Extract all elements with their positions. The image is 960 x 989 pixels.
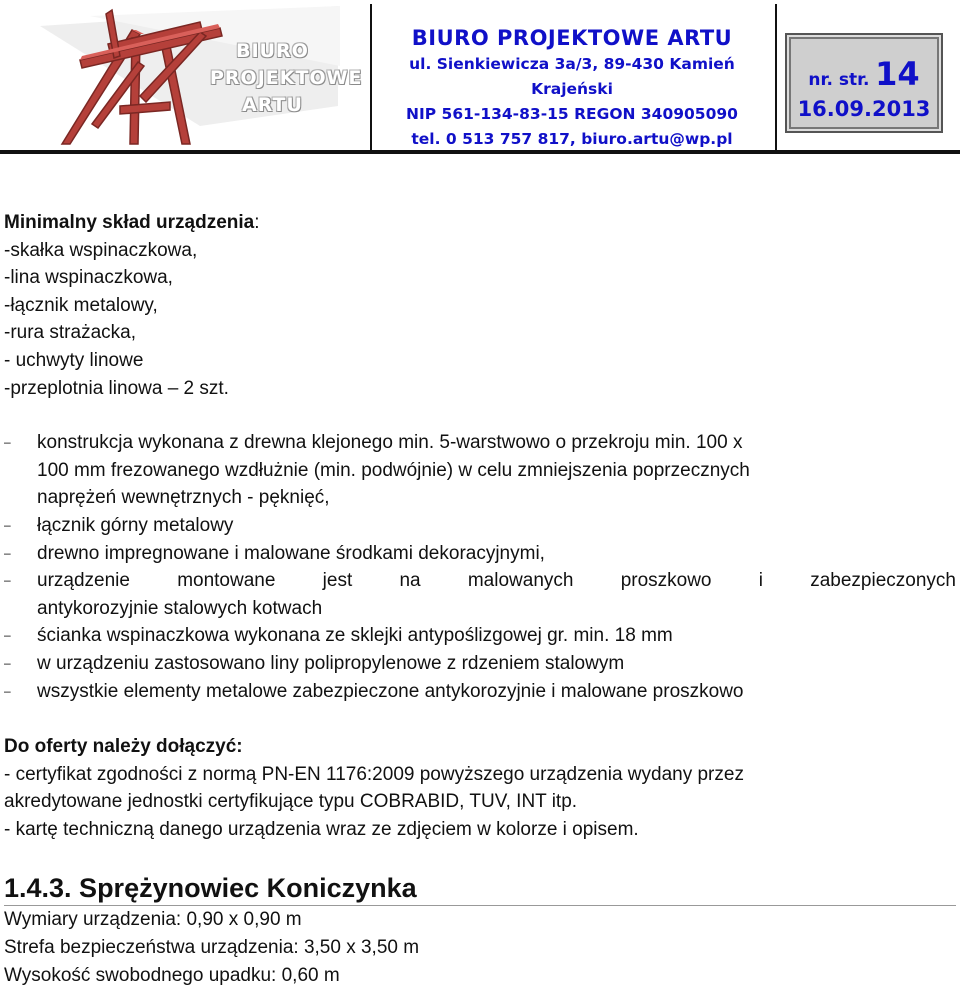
offer-line: akredytowane jednostki certyfikujące typu COBRABID, TUV, INT itp. (4, 791, 578, 813)
company-name: BIURO PROJEKTOWE ARTU (411, 26, 733, 50)
company-contact: tel. 0 513 757 817, biuro.artu@wp.pl (411, 130, 733, 148)
spec-item-continuation: naprężeń wewnętrznych - pęknięć, (37, 487, 330, 509)
composition-item: - uchwyty linowe (4, 349, 144, 371)
logo-line: PROJEKTOWE (210, 67, 363, 89)
bullet-dash: – (4, 573, 11, 588)
section-dimensions: Wymiary urządzenia: 0,90 x 0,90 m (4, 909, 302, 931)
company-info (372, 24, 772, 152)
composition-item: -przeplotnia linowa – 2 szt. (4, 377, 229, 399)
spec-item: – wszystkie elementy metalowe zabezpieczone antykorozyjnie i malowane proszkowo (4, 678, 956, 706)
logo-line: BIURO (236, 40, 309, 62)
spec-item: – w urządzeniu zastosowano liny polipropylenowe z rdzeniem stalowym (4, 650, 956, 678)
bullet-dash: – (4, 655, 11, 670)
section-safety-zone: Strefa bezpieczeństwa urządzenia: 3,50 x 3,50 m (4, 937, 420, 959)
page-label: nr. str. (808, 70, 870, 90)
composition-heading: Minimalny skład urządzenia: (4, 212, 260, 233)
logo-wordmark (210, 38, 363, 119)
spec-item: – ścianka wspinaczkowa wykonana ze sklejki antypoślizgowej gr. min. 18 mm (4, 622, 956, 650)
spec-item-justified: – urządzenie montowane jest na malowanych proszkowo i zabezpieczonych (4, 567, 956, 595)
composition-item: -lina wspinaczkowa, (4, 267, 173, 289)
offer-line: - certyfikat zgodności z normą PN-EN 1176:2009 powyższego urządzenia wydany przez (4, 763, 744, 785)
page-number: 14 (875, 55, 920, 93)
header-rule (0, 150, 960, 154)
logo-line: ARTU (242, 94, 303, 116)
section-fall-height: Wysokość swobodnego upadku: 0,60 m (4, 964, 340, 986)
company-address: ul. Sienkiewicza 3a/3, 89-430 Kamień Krajeński (409, 55, 735, 98)
spec-item: – konstrukcja wykonana z drewna klejonego min. 5-warstwowo o przekroju min. 100 x (4, 429, 956, 457)
bullet-dash: – (4, 628, 11, 643)
composition-item: -skałka wspinaczkowa, (4, 239, 198, 261)
offer-heading: Do oferty należy dołączyć: (4, 736, 243, 758)
spec-item-continuation: 100 mm frezowanego wzdłużnie (min. podwójnie) w celu zmniejszenia poprzecznych (37, 459, 750, 481)
company-logo (20, 6, 363, 146)
composition-item: -łącznik metalowy, (4, 294, 158, 316)
section-title: 1.4.3. Sprężynowiec Koniczynka (4, 871, 956, 906)
bullet-dash: – (4, 545, 11, 560)
bullet-dash: – (4, 683, 11, 698)
header-divider (775, 4, 777, 150)
company-ids: NIP 561-134-83-15 REGON 340905090 (406, 105, 738, 123)
bullet-dash: – (4, 517, 11, 532)
offer-line: - kartę techniczną danego urządzenia wraz ze zdjęciem w kolorze i opisem. (4, 818, 639, 840)
spec-item: – drewno impregnowane i malowane środkami dekoracyjnymi, (4, 540, 956, 568)
composition-item: -rura strażacka, (4, 322, 136, 344)
document-date: 16.09.2013 (797, 97, 931, 121)
spec-item-continuation: antykorozyjnie stalowych kotwach (37, 597, 323, 619)
spec-item: – łącznik górny metalowy (4, 512, 956, 540)
page-header (0, 0, 960, 152)
bullet-dash: – (4, 435, 11, 450)
document-body (4, 209, 956, 989)
page-number-box (785, 33, 943, 133)
